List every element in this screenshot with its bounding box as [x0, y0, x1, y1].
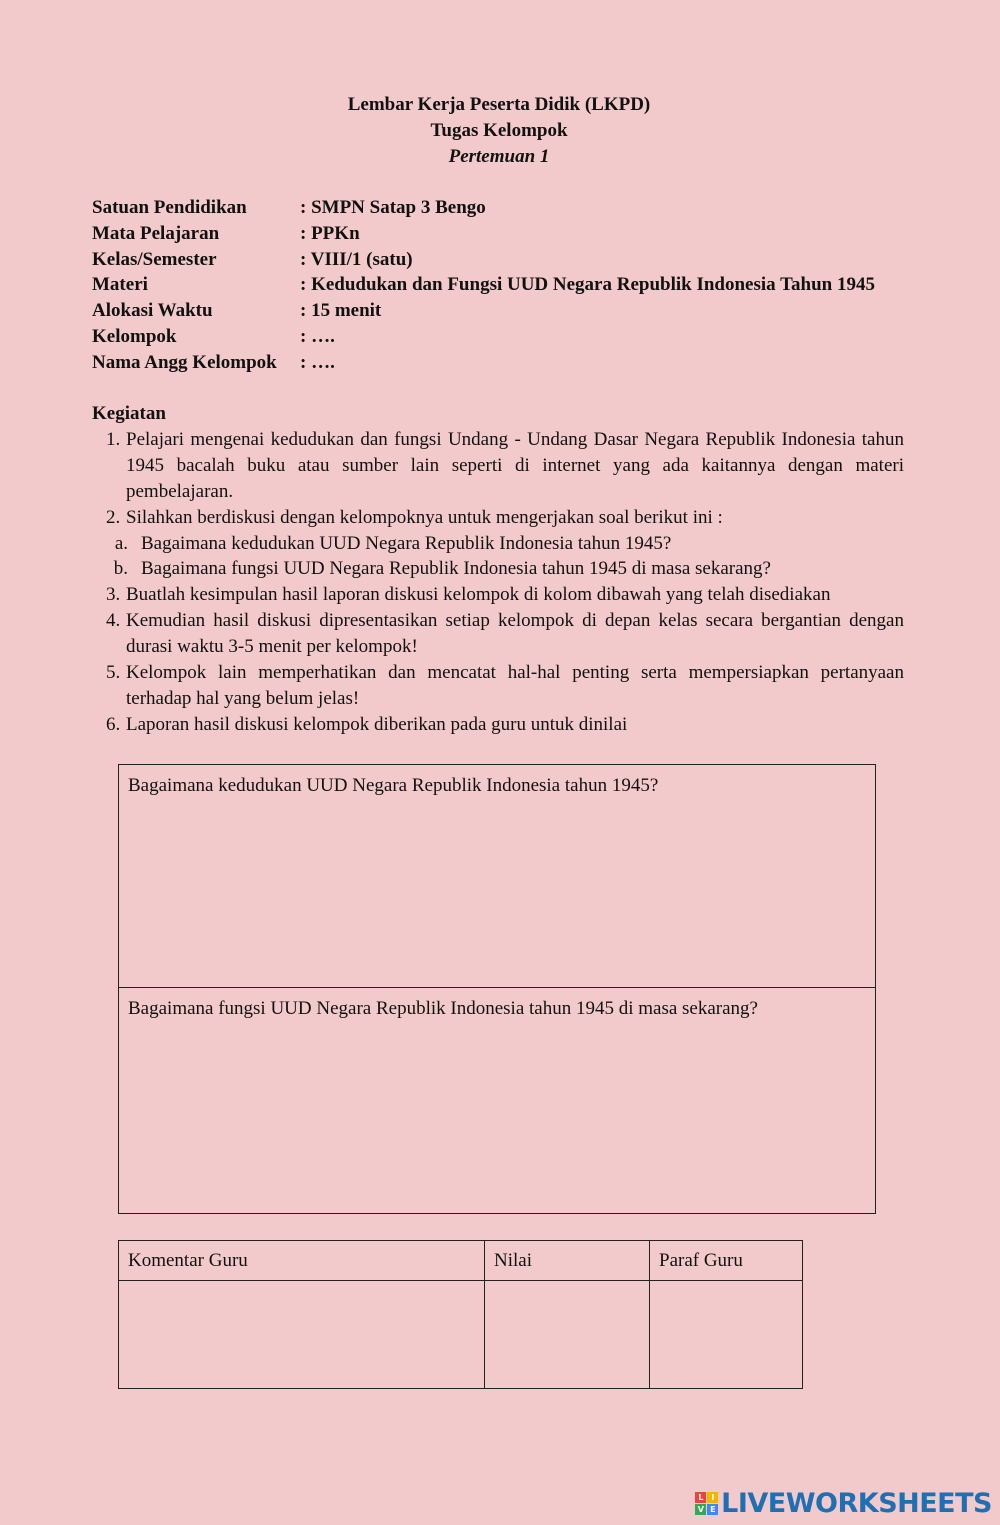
info-value: : 15 menit: [300, 300, 382, 322]
step-text: Silahkan berdiskusi dengan kelompoknya untuk mengerjakan soal berikut ini :: [126, 506, 723, 528]
step-number: 3.: [106, 584, 121, 606]
activity-step: [92, 427, 904, 505]
teacher-signature-header: Paraf Guru: [650, 1241, 803, 1281]
step-number: 2.: [106, 506, 121, 528]
info-label: Kelompok: [92, 325, 177, 347]
info-row-group: [92, 324, 875, 350]
answer-question-label: Bagaimana kedudukan UUD Negara Republik Indonesia tahun 1945?: [128, 775, 659, 796]
step-text: Laporan hasil diskusi kelompok diberikan pada guru untuk dinilai: [126, 713, 628, 735]
activity-step: [92, 608, 904, 660]
activity-sub-item: [92, 556, 904, 582]
liveworksheets-logo-mark-icon: [695, 1492, 718, 1515]
logo-mark-tile: L: [695, 1492, 706, 1503]
answer-box-position[interactable]: [119, 765, 875, 987]
liveworksheets-logo: [695, 1488, 992, 1519]
sub-item-letter: a.: [114, 532, 128, 554]
sub-item-text: Bagaimana fungsi UUD Negara Republik Indonesia tahun 1945 di masa sekarang?: [141, 558, 771, 580]
logo-mark-tile: E: [707, 1504, 718, 1515]
step-text: Pelajari mengenai kedudukan dan fungsi Undang - Undang Dasar Negara Republik Indonesia tahun 1945 bacalah buku atau sumber lain seperti di internet yang ada kaitannya dengan materi pembelajaran.: [126, 428, 904, 502]
worksheet-title: Lembar Kerja Peserta Didik (LKPD): [347, 94, 651, 115]
info-row-material: [92, 272, 875, 298]
discussion-answer-table: [118, 764, 876, 1214]
info-row-subject: [92, 221, 875, 247]
info-row-members: [92, 350, 875, 376]
step-text: Kelompok lain memperhatikan dan mencatat hal-hal penting serta mempersiapkan pertanyaan terhadap hal yang belum jelas!: [126, 662, 904, 709]
step-number: 4.: [106, 610, 121, 632]
activity-steps: [92, 427, 904, 738]
logo-mark-tile: I: [707, 1492, 718, 1503]
score-cell[interactable]: [485, 1281, 650, 1389]
identity-section: [92, 195, 875, 376]
info-value: : ….: [300, 351, 335, 373]
info-label: Satuan Pendidikan: [92, 197, 247, 218]
info-label: Mata Pelajaran: [92, 222, 220, 244]
worksheet-subtitle: Tugas Kelompok: [430, 120, 568, 141]
info-label: Kelas/Semester: [92, 248, 217, 270]
info-value: : Kedudukan dan Fungsi UUD Negara Republik Indonesia Tahun 1945: [300, 274, 875, 296]
answer-box-function[interactable]: [119, 987, 875, 1213]
info-label: Nama Angg Kelompok: [92, 351, 277, 373]
info-row-class: [92, 247, 875, 273]
teacher-signature-cell[interactable]: [650, 1281, 803, 1389]
worksheet-header: [0, 92, 998, 170]
answer-question-label: Bagaimana fungsi UUD Negara Republik Indonesia tahun 1945 di masa sekarang?: [128, 998, 758, 1019]
step-number: 6.: [106, 713, 121, 735]
teacher-comment-cell[interactable]: [119, 1281, 485, 1389]
step-text: Buatlah kesimpulan hasil laporan diskusi kelompok di kolom dibawah yang telah disediakan: [126, 584, 831, 606]
step-text: Kemudian hasil diskusi dipresentasikan setiap kelompok di depan kelas secara bergantian dengan durasi waktu 3-5 menit per kelompok!: [126, 610, 904, 658]
step-number: 5.: [106, 662, 121, 684]
activity-step: [92, 660, 904, 712]
score-header: Nilai: [485, 1241, 650, 1281]
sub-item-text: Bagaimana kedudukan UUD Negara Republik Indonesia tahun 1945?: [141, 532, 672, 554]
info-row-school: [92, 195, 875, 221]
info-label: Materi: [92, 274, 148, 296]
teacher-grading-table: [118, 1240, 803, 1389]
step-number: 1.: [106, 428, 121, 450]
teacher-comment-header: Komentar Guru: [119, 1241, 485, 1281]
activity-title: Kegiatan: [92, 403, 166, 424]
info-value: : PPKn: [300, 222, 360, 244]
info-value: : SMPN Satap 3 Bengo: [300, 197, 486, 218]
info-value: : VIII/1 (satu): [300, 248, 413, 270]
meeting-label: Pertemuan 1: [448, 146, 550, 167]
liveworksheets-logo-text: LIVEWORKSHEETS: [721, 1488, 992, 1519]
logo-mark-tile: V: [695, 1504, 706, 1515]
sub-item-letter: b.: [113, 558, 128, 580]
info-value: : ….: [300, 325, 335, 347]
activity-step: [92, 505, 904, 531]
activity-step: [92, 582, 904, 608]
info-label: Alokasi Waktu: [92, 300, 213, 322]
info-row-time: [92, 298, 875, 324]
activity-step: [92, 712, 904, 738]
activity-section: [92, 401, 904, 738]
activity-sub-item: [92, 531, 904, 557]
